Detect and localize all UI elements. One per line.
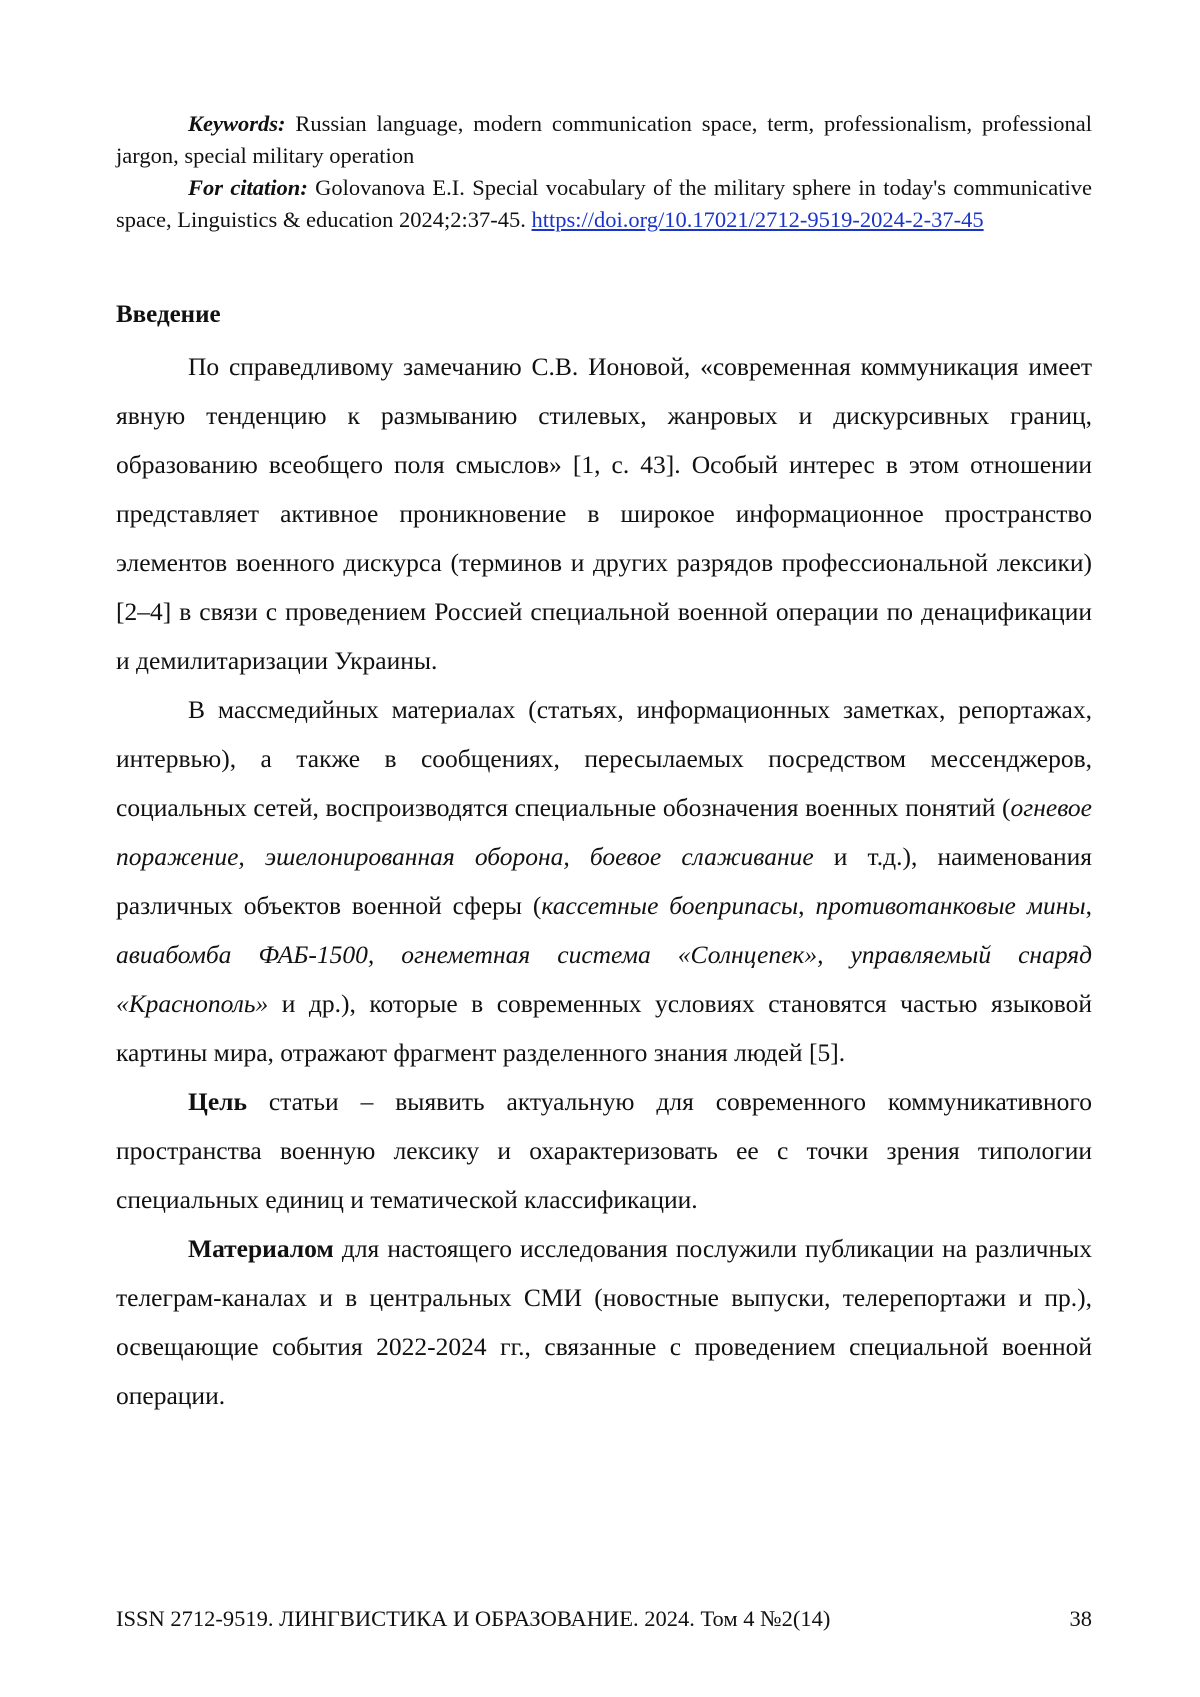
abstract-block [116, 108, 1092, 236]
page-content [116, 108, 1092, 1420]
doi-link[interactable]: https://doi.org/10.17021/2712-9519-2024-2-37-45 [532, 207, 984, 232]
section-heading: Введение [116, 300, 1092, 330]
text-run: и т.д.), наименования различных объектов военной сферы ( [116, 842, 1092, 920]
text-run: статьи – выявить актуальную для современного коммуникативного пространства военную лексику и охарактеризовать ее с точки зрения типологии специальных единиц и тематической классификации. [116, 1087, 1092, 1214]
goal-label: Цель [188, 1087, 247, 1116]
keywords-paragraph [116, 108, 1092, 172]
text-run: для настоящего исследования послужили публикации на различных телеграм-каналах и в центральных СМИ (новостные выпуски, телерепортажи и пр.), освещающие события 2022-2024 гг., связанные с проведением специальной военной операции. [116, 1234, 1092, 1410]
italic-terms: противотанковые мины [815, 891, 1085, 920]
italic-terms: огневое поражение, эшелонированная оборона, боевое слаживание [116, 793, 1092, 871]
citation-paragraph [116, 172, 1092, 236]
paragraph-intro: По справедливому замечанию С.В. Ионовой, «современная коммуникация имеет явную тенденцию к размыванию стилевых, жанровых и дискурсивных границ, образованию всеобщего поля смыслов» [1, с. 43]. Особый интерес в этом отношении представляет активное проникновение в широкое информационное пространство элементов военного дискурса (терминов и других разрядов профессиональной лексики) [2–4] в связи с проведением Россией специальной военной операции по денацификации и демилитаризации Украины. [116, 342, 1092, 685]
citation-label: For citation: [188, 175, 308, 200]
text-run: В массмедийных материалах (статьях, информационных заметках, репортажах, интервью), а также в сообщениях, пересылаемых посредством мессенджеров, социальных сетей, воспроизводятся специальные обозначения военных понятий ( [116, 695, 1092, 822]
journal-info: ISSN 2712-9519. ЛИНГВИСТИКА И ОБРАЗОВАНИЕ. 2024. Том 4 №2(14) [116, 1604, 830, 1634]
article-body [116, 342, 1092, 1420]
page-number: 38 [1070, 1604, 1093, 1634]
keywords-text: Russian language, modern communication space, term, professionalism, professional jargon, special military operation [116, 111, 1092, 168]
citation-text: Golovanova E.I. Special vocabulary of the military sphere in today's communicative space, Linguistics & education 2024;2:37-45. [116, 175, 1092, 232]
paragraph-material [116, 1224, 1092, 1420]
text-run: и др.), которые в современных условиях становятся частью языковой картины мира, отражают фрагмент разделенного знания людей [5]. [116, 989, 1092, 1067]
text-run: , [798, 891, 815, 920]
paragraph-massmedia [116, 685, 1092, 1077]
italic-terms: авиабомба ФАБ-1500, огнеметная система «Солнцепек», управляемый снаряд «Краснополь» [116, 940, 1092, 1018]
keywords-label: Keywords: [188, 111, 286, 136]
paragraph-goal [116, 1077, 1092, 1224]
text-run: , [1086, 891, 1092, 920]
italic-terms: кассетные боеприпасы [541, 891, 798, 920]
material-label: Материалом [188, 1234, 334, 1263]
